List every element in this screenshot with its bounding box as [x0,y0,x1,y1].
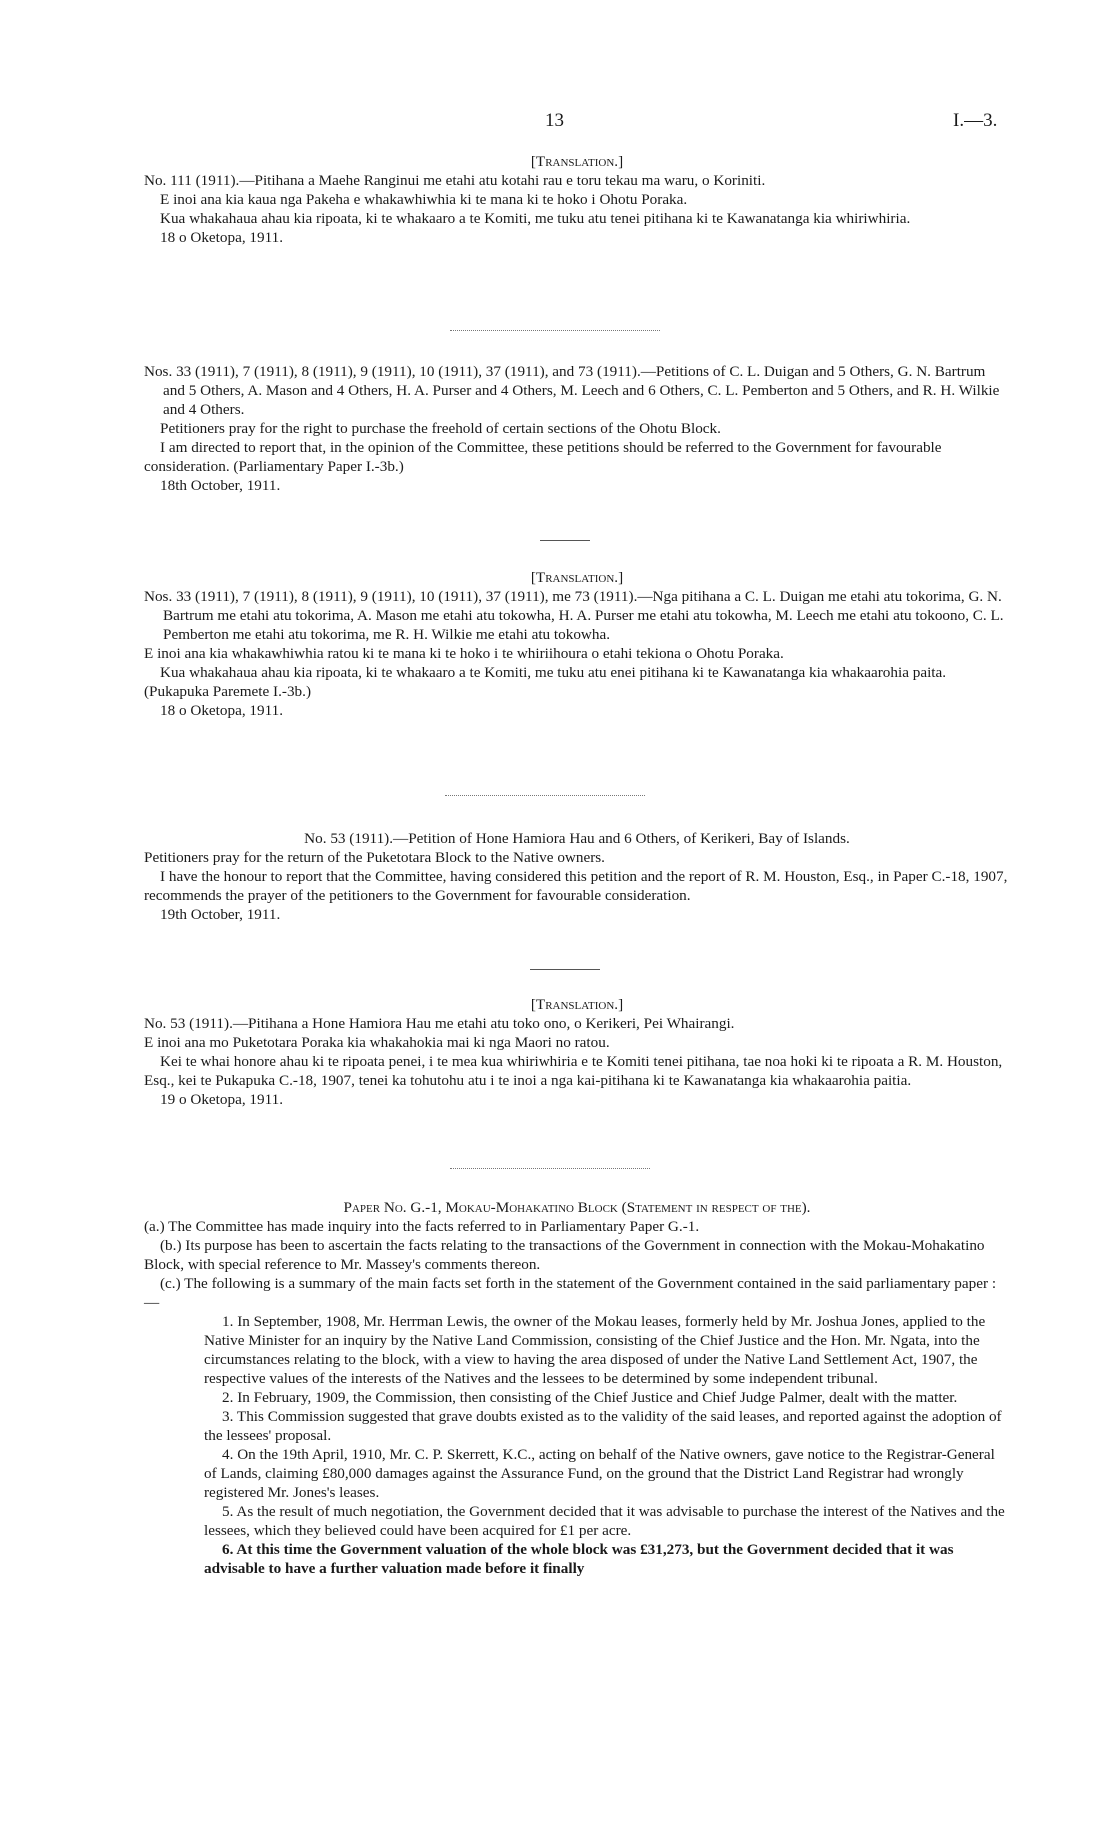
body-paragraph: I have the honour to report that the Committee, having considered this petition and the report of R. M. Houston, Esq., in Paper C.-18, 1907, recommends the prayer of the petitioners to the Government for favourable consideration. [144,868,1008,904]
body-paragraph: E inoi ana kia kaua nga Pakeha e whakawhiwhia ki te mana ki te hoko i Ohotu Poraka. [160,191,688,208]
date-line: 19th October, 1911. [160,906,281,923]
page-number: 13 [545,110,564,131]
section-translation-111 [144,152,1010,247]
separator [540,540,590,541]
body-paragraph: E inoi ana mo Puketotara Poraka kia whakahokia mai ki nga Maori no ratou. [144,1034,610,1051]
section-title: Nos. 33 (1911), 7 (1911), 8 (1911), 9 (1911), 10 (1911), 37 (1911), me 73 (1911).—Nga pitihana a C. L. Duigan me etahi atu tokorima, G. N. Bartrum me etahi atu tokorima, A. Mason me etahi atu tokowha, H. A. Purser me etahi atu tokowha, M. Leech me etahi atu tokoono, C. L. Pemberton me etahi atu tokorima, me R. H. Wilkie me etahi atu tokowha. [144,588,1004,643]
body-paragraph: Kei te whai honore ahau ki te ripoata penei, i te mea kua whiriwhiria e te Komiti tenei pitihana, tae noa hoki ki te ripoata a R. M. Houston, Esq., kei te Pukapuka C.-18, 1907, tenei ka tohutohu atu i te inoi a nga kai-pitihana ki te Kawanatanga kia whakaarohia paitia. [144,1053,1003,1089]
translation-heading: [Translation.] [530,153,624,170]
list-item: 3. This Commission suggested that grave doubts existed as to the validity of the said leases, and reported against the adoption of the lessees' proposal. [204,1408,1002,1444]
section-translation-53 [144,995,1010,1109]
date-line: 18 o Oketopa, 1911. [160,229,284,246]
section-title: No. 53 (1911).—Petition of Hone Hamiora Hau and 6 Others, of Kerikeri, Bay of Islands. [304,830,850,847]
list-item: 1. In September, 1908, Mr. Herrman Lewis, the owner of the Mokau leases, formerly held by Mr. Joshua Jones, applied to the Native Minister for an inquiry by the Native Land Commission, consisting of the Chief Justice and the Hon. Mr. Ngata, into the circumstances relating to the block, with a view to having the area disposed of under the Native Land Settlement Act, 1907, the respective values of the interests of the Natives and the lessees to be determined by some independent tribunal. [204,1313,986,1387]
body-paragraph: (b.) Its purpose has been to ascertain the facts relating to the transactions of the Government in connection with the Mokau-Mohakatino Block, with special reference to Mr. Massey's comments thereon. [144,1237,985,1273]
body-paragraph: Petitioners pray for the right to purchase the freehold of certain sections of the Ohotu Block. [160,420,721,437]
paper-code: I.—3. [953,110,998,131]
section-title: Paper No. G.-1, Mokau-Mohakatino Block (Statement in respect of the). [343,1199,811,1216]
list-item: 2. In February, 1909, the Commission, then consisting of the Chief Justice and Chief Judge Palmer, dealt with the matter. [222,1389,958,1406]
section-title: Nos. 33 (1911), 7 (1911), 8 (1911), 9 (1911), 10 (1911), 37 (1911), and 73 (1911).—Petitions of C. L. Duigan and 5 Others, G. N. Bartrum and 5 Others, A. Mason and 4 Others, H. A. Purser and 4 Others, M. Leech and 6 Others, C. L. Pemberton and 5 Others, and R. H. Wilkie and 4 Others. [144,363,1000,418]
section-title: No. 53 (1911).—Pitihana a Hone Hamiora Hau me etahi atu toko ono, o Kerikeri, Pei Whairangi. [144,1015,735,1032]
separator [450,1168,650,1169]
date-line: 18th October, 1911. [160,477,281,494]
translation-heading: [Translation.] [530,569,624,586]
list-item: 4. On the 19th April, 1910, Mr. C. P. Skerrett, K.C., acting on behalf of the Native owners, gave notice to the Registrar-General of Lands, claiming £80,000 damages against the Assurance Fund, on the ground that the District Land Registrar had wrongly registered Mr. Jones's leases. [204,1446,995,1501]
body-paragraph: Kua whakahaua ahau kia ripoata, ki te whakaaro a te Komiti, me tuku atu enei pitihana ki te Kawanatanga kia whakaarohia paita. (Pukapuka Paremete I.-3b.) [144,664,947,700]
section-translation-33 [144,568,1010,720]
separator [445,795,645,796]
date-line: 18 o Oketopa, 1911. [160,702,284,719]
section-petition-53 [144,829,1010,924]
date-line: 19 o Oketopa, 1911. [160,1091,284,1108]
body-paragraph: E inoi ana kia whakawhiwhia ratou ki te mana ki te hoko i te whiriihoura o etahi tekiona o Ohotu Poraka. [144,645,784,662]
body-paragraph: I am directed to report that, in the opinion of the Committee, these petitions should be referred to the Government for favourable consideration. (Parliamentary Paper I.-3b.) [144,439,942,475]
section-petitions-33 [144,362,1010,495]
section-title: No. 111 (1911).—Pitihana a Maehe Ranginui me etahi atu kotahi rau e toru tekau ma waru, o Koriniti. [144,172,766,189]
list-item: 5. As the result of much negotiation, the Government decided that it was advisable to purchase the interest of the Natives and the lessees, which they believed could have been acquired for £1 per acre. [204,1503,1005,1539]
body-paragraph: Kua whakahaua ahau kia ripoata, ki te whakaaro a te Komiti, me tuku atu tenei pitihana ki te Kawanatanga kia whiriwhiria. [160,210,911,227]
translation-heading: [Translation.] [530,996,624,1013]
body-paragraph: (c.) The following is a summary of the main facts set forth in the statement of the Government contained in the said parliamentary paper :— [144,1275,997,1311]
body-paragraph: Petitioners pray for the return of the Puketotara Block to the Native owners. [144,849,605,866]
separator [530,969,600,970]
body-paragraph: (a.) The Committee has made inquiry into the facts referred to in Parliamentary Paper G.-1. [144,1218,700,1235]
separator [450,330,660,331]
list-item: 6. At this time the Government valuation of the whole block was £31,273, but the Government decided that it was advisable to have a further valuation made before it finally [204,1541,954,1577]
section-mokau-block [144,1198,1010,1578]
